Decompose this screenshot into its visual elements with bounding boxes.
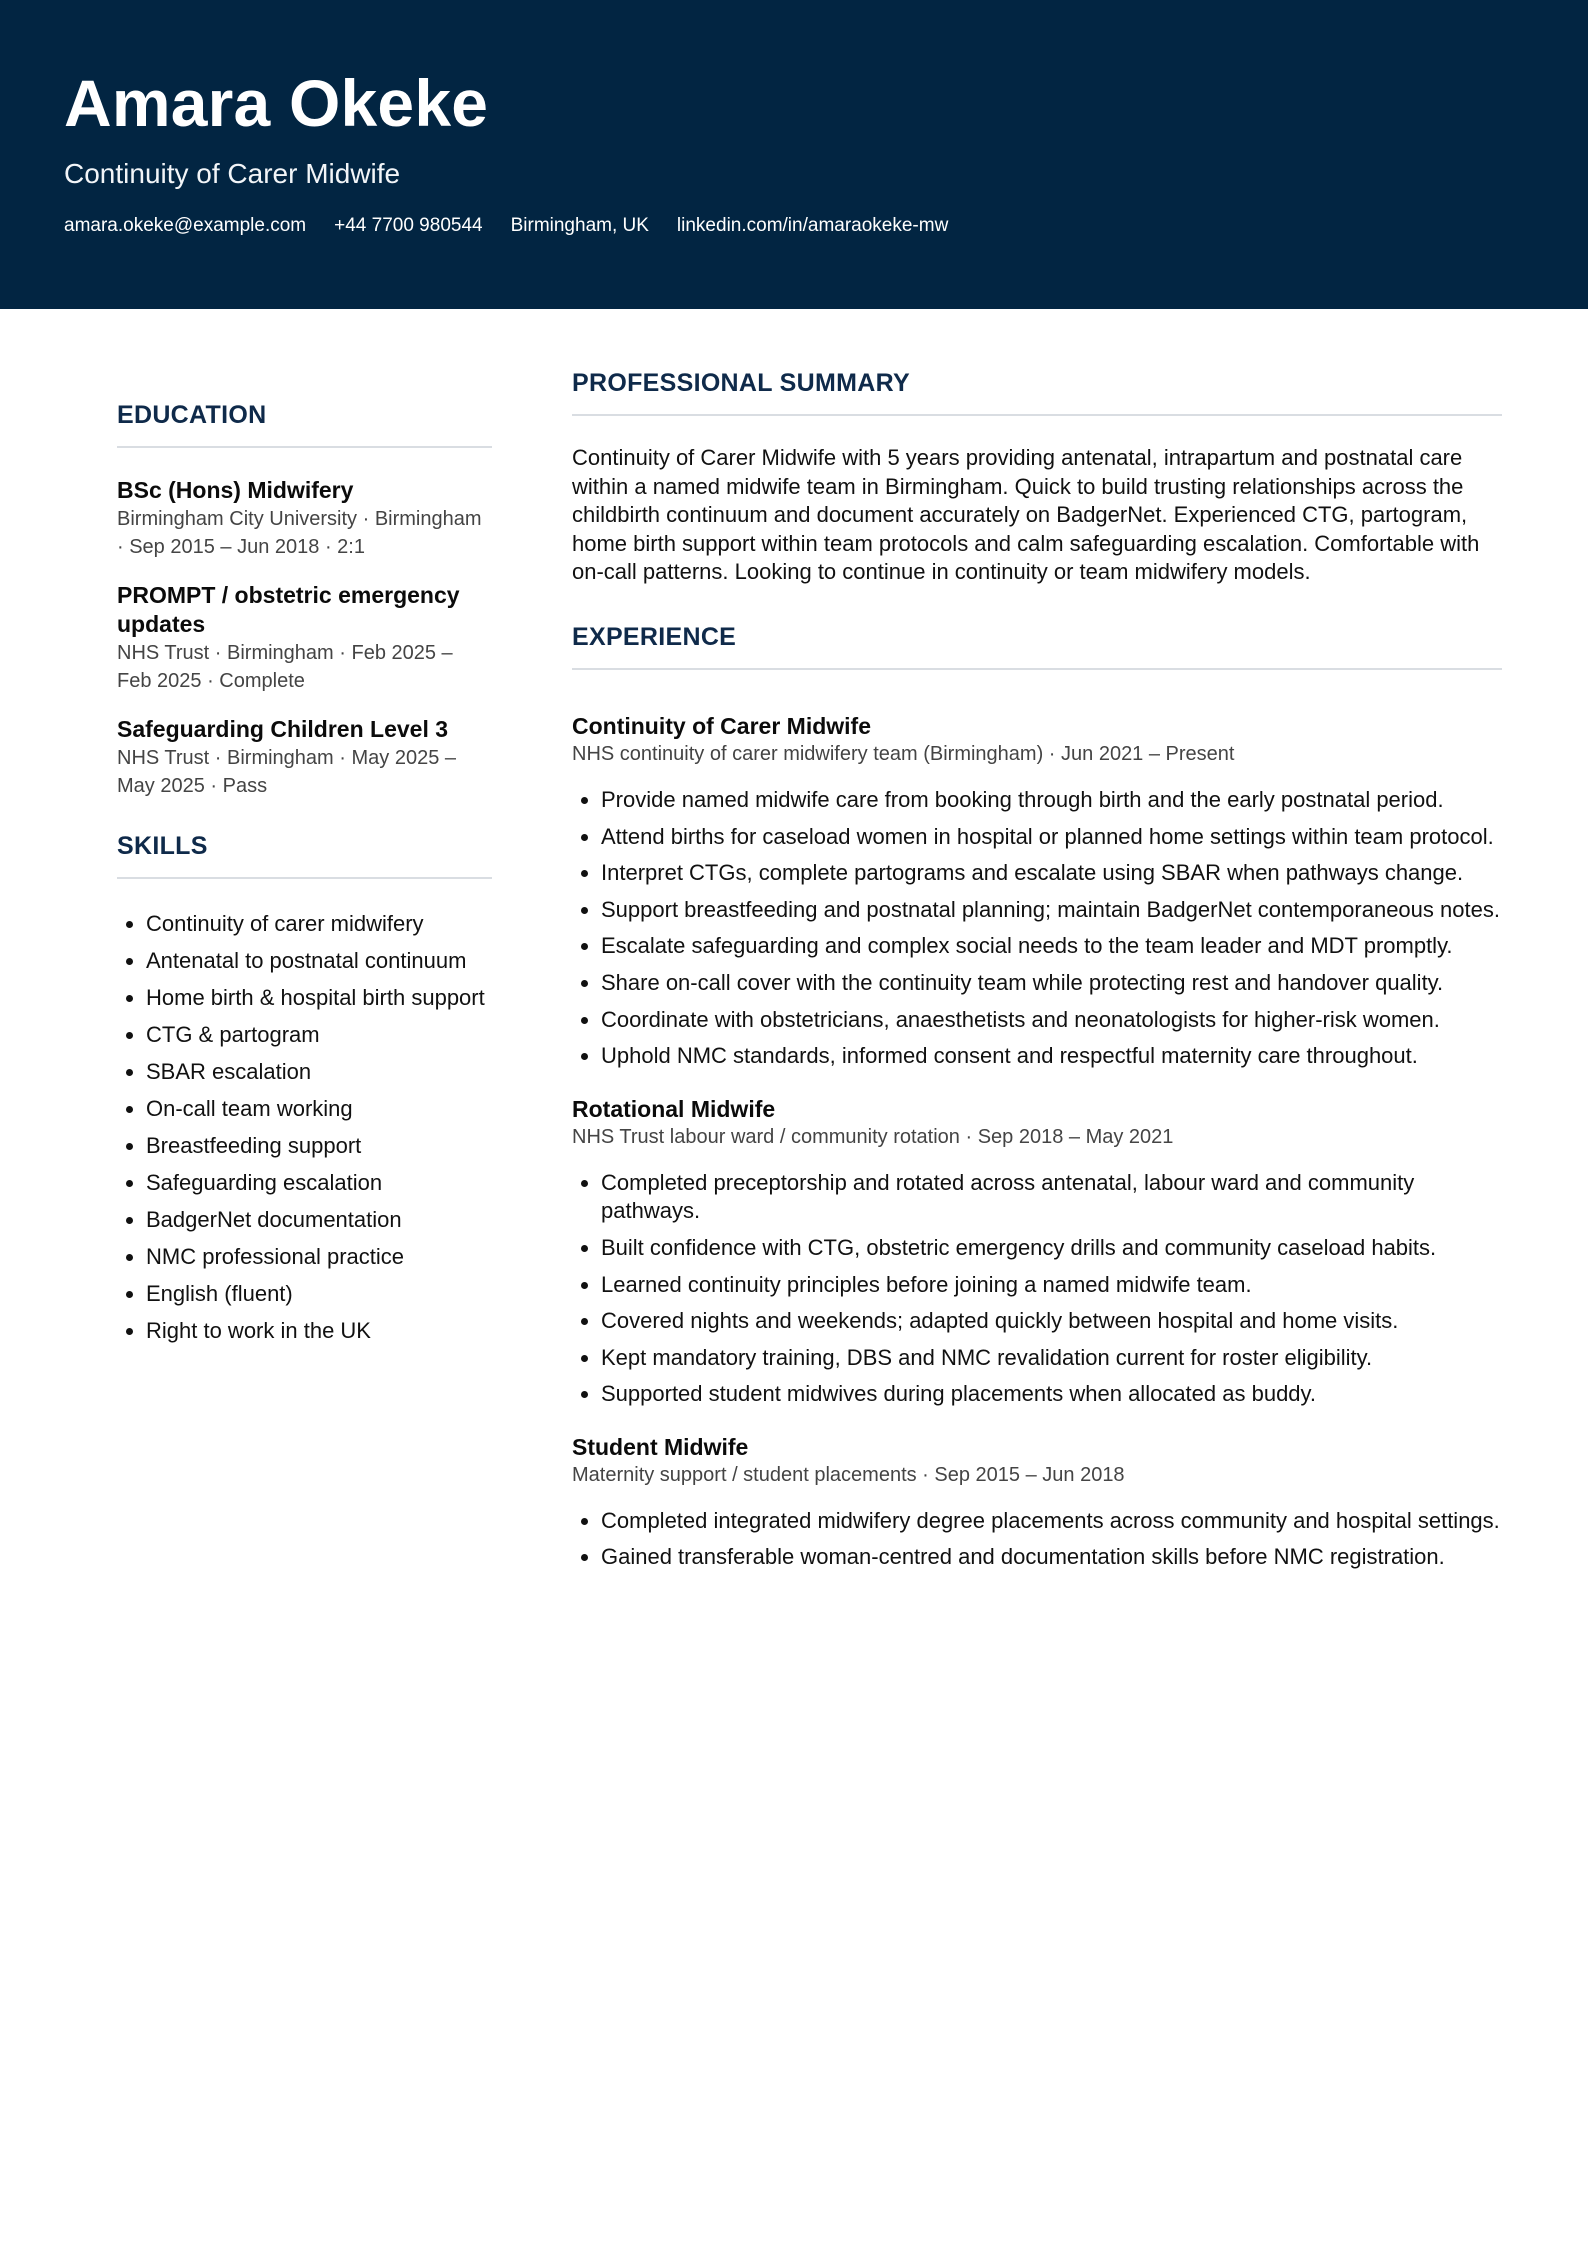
job-role: Student Midwife	[572, 1433, 749, 1460]
education-degree: PROMPT / obstetric emergency updates	[117, 582, 460, 637]
summary-text: Continuity of Carer Midwife with 5 years providing antenatal, intrapartum and postnatal care within a named midwife team in Birmingham. Quick to build trusting relationships across the childbirth continuum and document accurately on BadgerNet. Experienced CTG, partogram, home birth support within team protocols and calm safeguarding escalation. Comfortable with on-call patterns. Looking to continue in continuity or team midwifery models.	[572, 445, 1480, 585]
skill-item: • Continuity of carer midwifery	[146, 909, 492, 938]
job-role: Continuity of Carer Midwife	[572, 712, 871, 739]
left-column	[117, 399, 492, 1353]
skill-item: • CTG & partogram	[146, 1020, 492, 1049]
resume-body	[0, 309, 1588, 2246]
contact-phone: +44 7700 980544	[334, 215, 483, 236]
education-item	[117, 715, 492, 800]
summary-heading: PROFESSIONAL SUMMARY	[572, 367, 1502, 416]
job-bullet: • Built confidence with CTG, obstetric emergency drills and community caseload habits.	[601, 1234, 1502, 1263]
job-entry	[572, 1433, 1502, 1572]
skill-item: • Right to work in the UK	[146, 1316, 492, 1345]
candidate-name: Amara Okeke	[64, 66, 489, 140]
skill-item: • BadgerNet documentation	[146, 1205, 492, 1234]
contact-linkedin: linkedin.com/in/amaraokeke-mw	[676, 215, 949, 236]
resume-header	[0, 0, 1588, 309]
skill-item: • On-call team working	[146, 1094, 492, 1123]
job-bullet: • Coordinate with obstetricians, anaesthetists and neonatologists for higher-risk women.	[601, 1006, 1502, 1035]
job-bullet: • Completed integrated midwifery degree placements across community and hospital settings.	[601, 1507, 1502, 1536]
job-bullet: • Covered nights and weekends; adapted quickly between hospital and home visits.	[601, 1307, 1502, 1336]
job-bullet: • Provide named midwife care from booking through birth and the early postnatal period.	[601, 786, 1502, 815]
contact-email: amara.okeke@example.com	[64, 215, 307, 236]
contact-location: Birmingham, UK	[510, 215, 649, 236]
skill-item: • Safeguarding escalation	[146, 1168, 492, 1197]
job-bullets	[572, 1507, 1502, 1572]
job-entry	[572, 1095, 1502, 1409]
job-bullet: • Attend births for caseload women in hospital or planned home settings within team protocol.	[601, 823, 1502, 852]
job-bullet: • Support breastfeeding and postnatal planning; maintain BadgerNet contemporaneous notes.	[601, 896, 1502, 925]
job-bullet: • Interpret CTGs, complete partograms and escalate using SBAR when pathways change.	[601, 859, 1502, 888]
job-bullet: • Supported student midwives during placements when allocated as buddy.	[601, 1380, 1502, 1409]
experience-heading: EXPERIENCE	[572, 621, 1502, 670]
job-entry	[572, 712, 1502, 1071]
education-degree: BSc (Hons) Midwifery	[117, 477, 354, 503]
job-role: Rotational Midwife	[572, 1095, 776, 1122]
skill-item: • Antenatal to postnatal continuum	[146, 946, 492, 975]
education-degree: Safeguarding Children Level 3	[117, 716, 449, 742]
skill-item: • Home birth & hospital birth support	[146, 983, 492, 1012]
job-bullets	[572, 1169, 1502, 1409]
education-heading: EDUCATION	[117, 399, 492, 448]
job-bullet: • Completed preceptorship and rotated across antenatal, labour ward and community pathways.	[601, 1169, 1502, 1226]
job-bullet: • Escalate safeguarding and complex social needs to the team leader and MDT promptly.	[601, 932, 1502, 961]
right-column	[572, 367, 1502, 1596]
education-item	[117, 581, 492, 695]
job-meta: NHS Trust labour ward / community rotation · Sep 2018 – May 2021	[572, 1125, 1174, 1148]
education-list	[117, 476, 492, 800]
skill-item: • English (fluent)	[146, 1279, 492, 1308]
education-meta: NHS Trust · Birmingham · Feb 2025 – Feb 2025 · Complete	[117, 642, 453, 692]
skills-heading: SKILLS	[117, 830, 492, 879]
education-item	[117, 476, 492, 561]
skill-item: • NMC professional practice	[146, 1242, 492, 1271]
skill-item: • SBAR escalation	[146, 1057, 492, 1086]
skills-list	[117, 909, 492, 1345]
education-meta: Birmingham City University · Birmingham · Sep 2015 – Jun 2018 · 2:1	[117, 508, 482, 558]
job-bullet: • Learned continuity principles before joining a named midwife team.	[601, 1271, 1502, 1300]
experience-list	[572, 712, 1502, 1572]
job-bullet: • Share on-call cover with the continuity team while protecting rest and handover quality.	[601, 969, 1502, 998]
job-bullet: • Gained transferable woman-centred and documentation skills before NMC registration.	[601, 1543, 1502, 1572]
job-meta: NHS continuity of carer midwifery team (Birmingham) · Jun 2021 – Present	[572, 742, 1235, 765]
job-bullets	[572, 786, 1502, 1071]
job-meta: Maternity support / student placements · Sep 2015 – Jun 2018	[572, 1463, 1125, 1486]
contact-info	[64, 212, 1524, 240]
job-bullet: • Uphold NMC standards, informed consent and respectful maternity care throughout.	[601, 1042, 1502, 1071]
job-bullet: • Kept mandatory training, DBS and NMC revalidation current for roster eligibility.	[601, 1344, 1502, 1373]
skill-item: • Breastfeeding support	[146, 1131, 492, 1160]
job-title: Continuity of Carer Midwife	[64, 158, 401, 189]
education-meta: NHS Trust · Birmingham · May 2025 – May 2025 · Pass	[117, 747, 456, 797]
